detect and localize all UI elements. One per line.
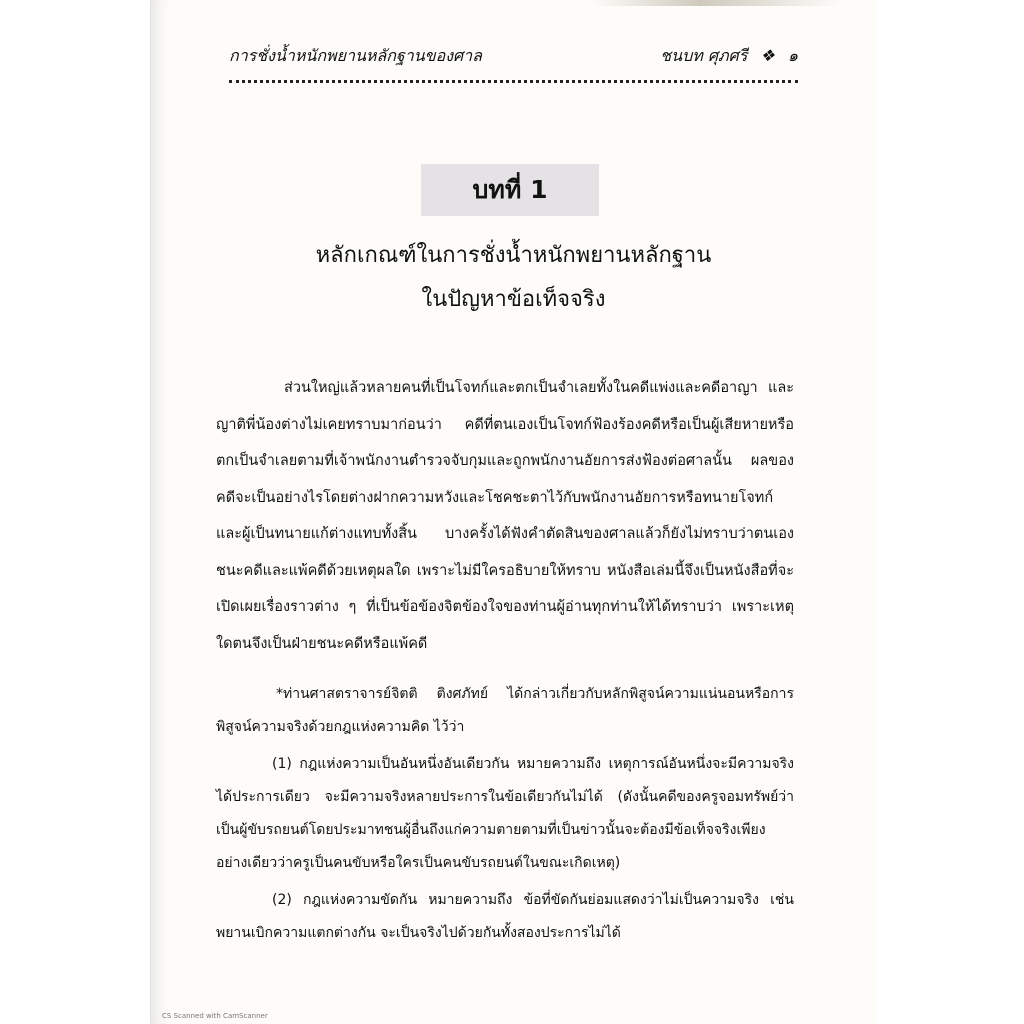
header-divider [229, 80, 798, 83]
scanner-watermark: CS Scanned with CamScanner [162, 1012, 268, 1020]
running-title: การชั่งน้ำหนักพยานหลักฐานของศาล [229, 46, 482, 65]
page-edge-shadow [171, 0, 876, 6]
quote-section [216, 678, 794, 950]
page-number: ๑ [787, 46, 798, 65]
rule-item-2: (2) กฎแห่งความขัดกัน หมายความถึง ข้อที่ขัดกันย่อมแสดงว่าไม่เป็นความจริง เช่น พยานเบิกความแตกต่างกัน จะเป็นจริงไปด้วยกันทั้งสองประการไม่ได้ [216, 892, 794, 941]
intro-paragraph [216, 370, 794, 662]
chapter-label: บทที่ 1 [421, 164, 599, 216]
chapter-title-line2: ในปัญหาข้อเท็จจริง [421, 287, 606, 312]
quote-intro: *ท่านศาสตราจารย์จิตติ ติงศภัทย์ ได้กล่าวเกี่ยวกับหลักพิสูจน์ความแน่นอนหรือการพิสูจน์ความจริงด้วยกฎแห่งความคิด ไว้ว่า [216, 686, 794, 735]
chapter-title [151, 234, 876, 322]
paragraph-text: ส่วนใหญ่แล้วหลายคนที่เป็นโจทก์และตกเป็นจำเลยทั้งในคดีแพ่งและคดีอาญา และญาติพี่น้องต่างไม่เคยทราบมาก่อนว่า คดีที่ตนเองเป็นโจทก์ฟ้องร้องคดีหรือเป็นผู้เสียหายหรือตกเป็นจำเลยตามที่เจ้าพนักงานตำรวจจับกุมและถูกพนักงานอัยการส่งฟ้องต่อศาลนั้น ผลของคดีจะเป็นอย่างไรโดยต่างฝากความหวังและโชคชะตาไว้กับพนักงานอัยการหรือทนายโจทก์และผู้เป็นทนายแก้ต่างแทบทั้งสิ้น บางครั้งได้ฟังคำตัดสินของศาลแล้วก็ยังไม่ทราบว่าตนเองชนะคดีและแพ้คดีด้วยเหตุผลใด เพราะไม่มีใครอธิบายให้ทราบ หนังสือเล่มนี้จึงเป็นหนังสือที่จะเปิดเผยเรื่องราวต่าง ๆ ที่เป็นข้อข้องจิตข้องใจของท่านผู้อ่านทุกท่านให้ได้ทราบว่า เพราะเหตุใดตนจึงเป็นฝ่ายชนะคดีหรือแพ้คดี [216, 380, 794, 652]
running-header [229, 44, 798, 72]
author-name: ชนบท ศุภศรี [660, 46, 748, 65]
header-right [652, 44, 798, 69]
ornament-icon: ❖ [760, 46, 775, 65]
book-page [150, 0, 876, 1024]
rule-item-1: (1) กฎแห่งความเป็นอันหนึ่งอันเดียวกัน หมายความถึง เหตุการณ์อันหนึ่งจะมีความจริงได้ประการเดียว จะมีความจริงหลายประการในข้อเดียวกันไม่ได้ (ดังนั้นคดีของครูจอมทรัพย์ว่าเป็นผู้ขับรถยนต์โดยประมาทชนผู้อื่นถึงแก่ความตายตามที่เป็นข่าวนั้นจะต้องมีข้อเท็จจริงเพียงอย่างเดียวว่าครูเป็นคนขับหรือใครเป็นคนขับรถยนต์ในขณะเกิดเหตุ) [216, 756, 794, 871]
chapter-title-line1: หลักเกณฑ์ในการชั่งน้ำหนักพยานหลักฐาน [315, 243, 712, 268]
